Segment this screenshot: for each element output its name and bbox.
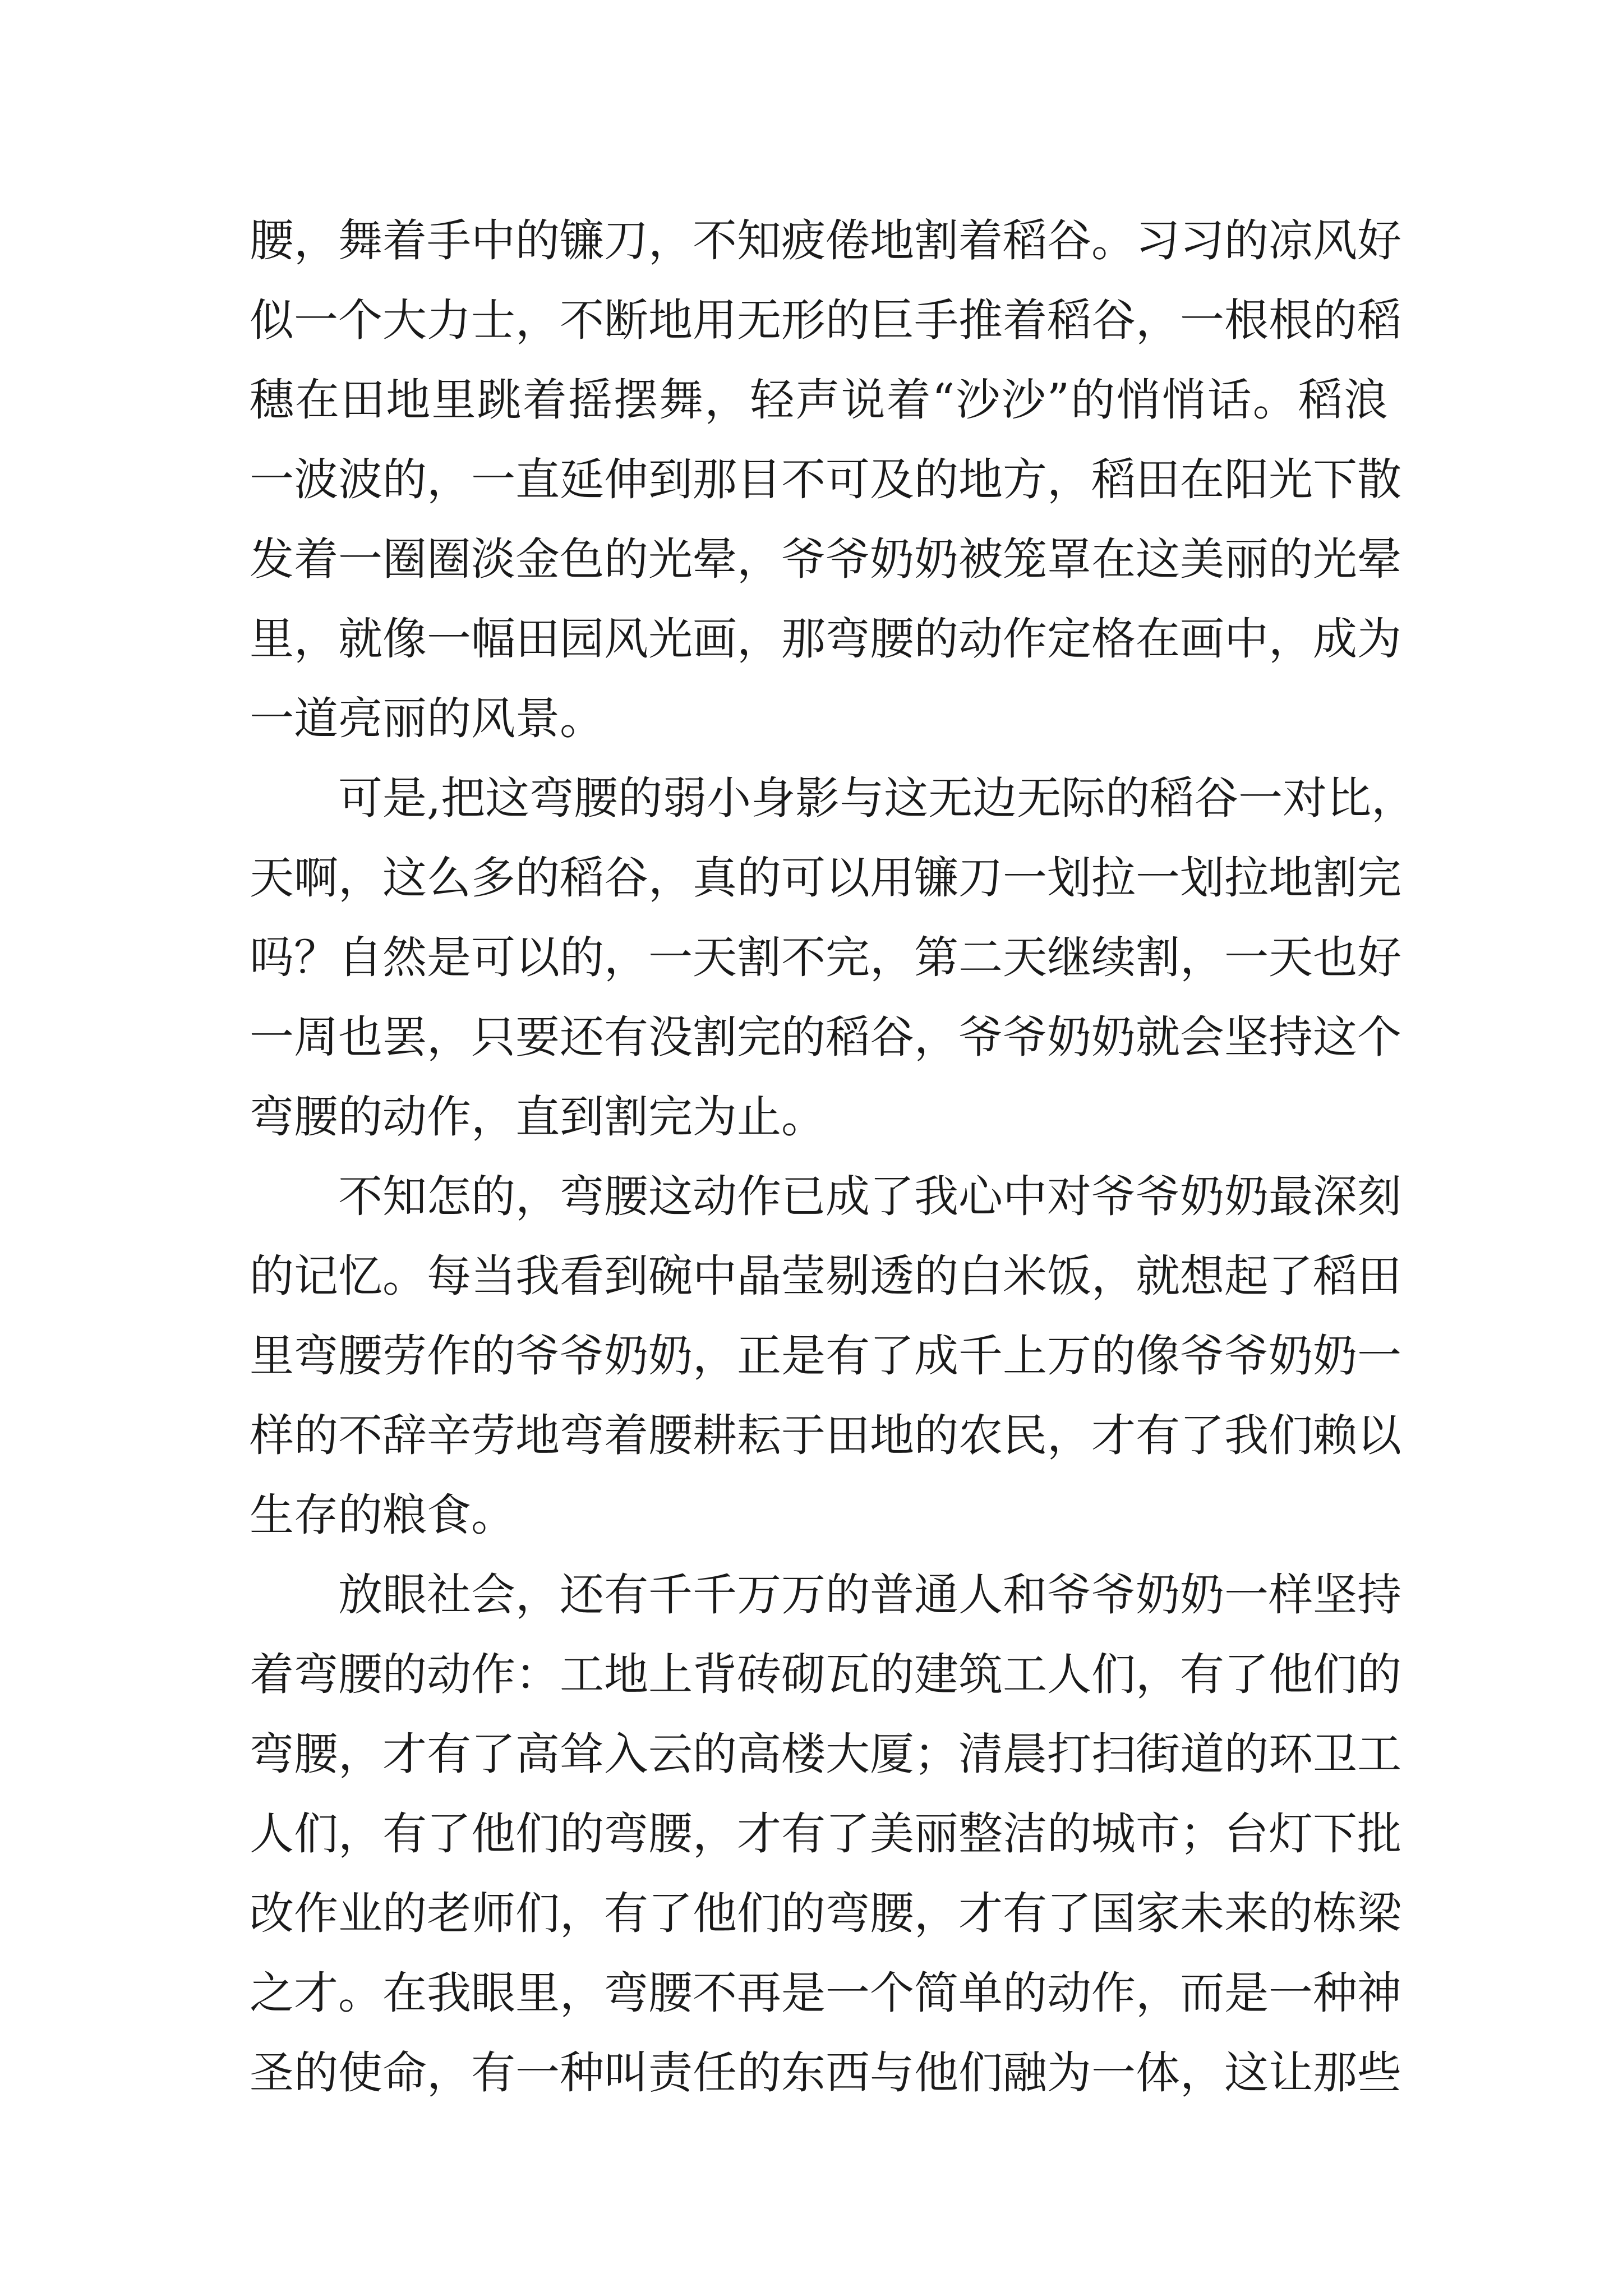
text-line: 可是,把这弯腰的弱小身影与这无边无际的稻谷一对比，: [338, 772, 1416, 824]
text-line: 放眼社会，还有千千万万的普通人和爷爷奶奶一样坚持: [338, 1569, 1401, 1621]
text-line: 吗？自然是可以的，一天割不完，第二天继续割，一天也好: [250, 932, 1401, 983]
text-line: 似一个大力士，不断地用无形的巨手推着稻谷，一根根的稻: [250, 295, 1401, 346]
text-line: 一道亮丽的风景。: [250, 693, 604, 744]
text-line: 里，就像一幅田园风光画，那弯腰的动作定格在画中，成为: [250, 613, 1401, 665]
text-line: 生存的粮食。: [250, 1489, 515, 1541]
text-line: 天啊，这么多的稻谷，真的可以用镰刀一划拉一划拉地割完: [250, 852, 1401, 904]
text-line: 着弯腰的动作：工地上背砖砌瓦的建筑工人们，有了他们的: [250, 1649, 1401, 1700]
document-body: [250, 201, 1416, 2113]
text-line: 腰，舞着手中的镰刀，不知疲倦地割着稻谷。习习的凉风好: [250, 215, 1401, 266]
text-line: 人们，有了他们的弯腰，才有了美丽整洁的城市；台灯下批: [250, 1808, 1401, 1860]
text-line: 发着一圈圈淡金色的光晕，爷爷奶奶被笼罩在这美丽的光晕: [250, 533, 1401, 585]
paragraph: [250, 1157, 1401, 1555]
text-line: 里弯腰劳作的爷爷奶奶，正是有了成千上万的像爷爷奶奶一: [250, 1330, 1401, 1382]
text-line: 改作业的老师们，有了他们的弯腰，才有了国家未来的栋梁: [250, 1888, 1401, 1939]
text-line: 弯腰的动作，直到割完为止。: [250, 1091, 826, 1143]
text-line: 一波波的，一直延伸到那目不可及的地方，稻田在阳光下散: [250, 454, 1401, 505]
text-line: 圣的使命，有一种叫责任的东西与他们融为一体，这让那些: [250, 2047, 1401, 2099]
paragraph: [250, 201, 1401, 758]
text-line: 弯腰，才有了高耸入云的高楼大厦；清晨打扫街道的环卫工: [250, 1728, 1401, 1780]
paragraph: [250, 1555, 1401, 2113]
text-line: 样的不辞辛劳地弯着腰耕耘于田地的农民，才有了我们赖以: [250, 1410, 1401, 1461]
paragraph: [250, 758, 1416, 1157]
text-line: 穗在田地里跳着摇摆舞，轻声说着“沙沙”的悄悄话。稻浪: [250, 374, 1388, 426]
text-line: 一周也罢，只要还有没割完的稻谷，爷爷奶奶就会坚持这个: [250, 1011, 1401, 1063]
text-line: 不知怎的，弯腰这动作已成了我心中对爷爷奶奶最深刻: [338, 1171, 1401, 1222]
text-line: 的记忆。每当我看到碗中晶莹剔透的白米饭，就想起了稻田: [250, 1250, 1401, 1302]
text-line: 之才。在我眼里，弯腰不再是一个简单的动作，而是一种神: [250, 1967, 1401, 2019]
